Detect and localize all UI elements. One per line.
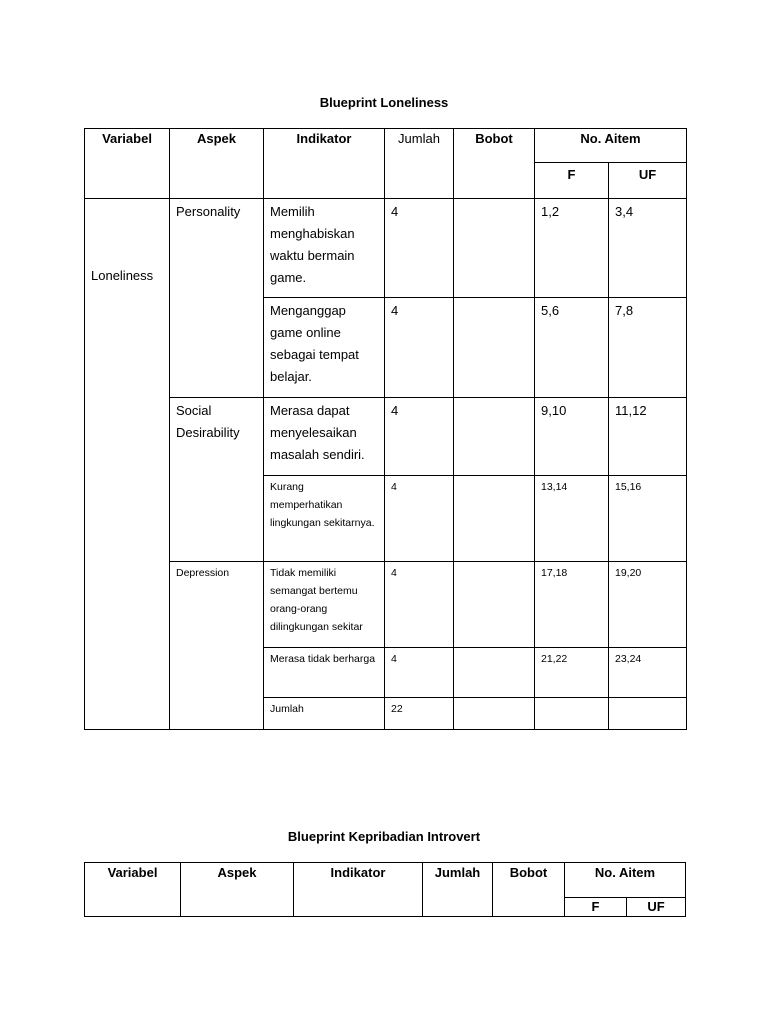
aspek-label: Social Desirability [176, 403, 240, 440]
jumlah-cell: 4 [385, 298, 454, 398]
indikator-cell: Kurang memperhatikan lingkungan sekitarnya. [264, 476, 385, 562]
indikator-cell: Memilih menghabiskan waktu bermain game. [264, 199, 385, 298]
uf-cell: 23,24 [609, 648, 687, 698]
jumlah-cell: 4 [385, 398, 454, 476]
header-no-aitem: No. Aitem [565, 863, 686, 898]
loneliness-blueprint-table [84, 128, 687, 730]
table-row [85, 398, 687, 476]
header-aspek: Aspek [170, 129, 264, 199]
uf-cell: 7,8 [609, 298, 687, 398]
f-cell: 5,6 [535, 298, 609, 398]
bobot-cell [454, 476, 535, 562]
header-jumlah: Jumlah [385, 129, 454, 199]
f-cell [535, 698, 609, 730]
table2-title: Blueprint Kepribadian Introvert [287, 829, 481, 844]
uf-cell: 19,20 [609, 562, 687, 648]
total-jumlah: 22 [385, 698, 454, 730]
jumlah-cell: 4 [385, 476, 454, 562]
header-no-aitem: No. Aitem [535, 129, 687, 163]
table-row [85, 199, 687, 298]
aspek-cell [170, 199, 264, 398]
header-uf: UF [627, 898, 686, 917]
header-variabel: Variabel [85, 863, 181, 917]
jumlah-cell: 4 [385, 562, 454, 648]
f-cell: 13,14 [535, 476, 609, 562]
indikator-cell: Tidak memiliki semangat bertemu orang-orang dilingkungan sekitar [264, 562, 385, 648]
variabel-label: Loneliness [91, 268, 154, 283]
variabel-cell [85, 199, 170, 730]
header-indikator: Indikator [264, 129, 385, 199]
introvert-blueprint-table [84, 862, 686, 917]
header-indikator: Indikator [294, 863, 423, 917]
header-bobot: Bobot [454, 129, 535, 199]
bobot-cell [454, 199, 535, 298]
uf-cell: 15,16 [609, 476, 687, 562]
uf-cell: 11,12 [609, 398, 687, 476]
header-row [85, 863, 686, 898]
uf-cell [609, 698, 687, 730]
table-row [85, 562, 687, 648]
bobot-cell [454, 648, 535, 698]
aspek-cell [170, 562, 264, 730]
jumlah-cell: 4 [385, 648, 454, 698]
bobot-cell [454, 562, 535, 648]
header-bobot: Bobot [493, 863, 565, 917]
header-f: F [535, 163, 609, 199]
header-aspek: Aspek [181, 863, 294, 917]
aspek-cell [170, 398, 264, 562]
f-cell: 1,2 [535, 199, 609, 298]
table1-title: Blueprint Loneliness [319, 95, 449, 110]
f-cell: 9,10 [535, 398, 609, 476]
header-jumlah: Jumlah [423, 863, 493, 917]
header-f: F [565, 898, 627, 917]
bobot-cell [454, 398, 535, 476]
indikator-cell: Menganggap game online sebagai tempat belajar. [264, 298, 385, 398]
header-row [85, 129, 687, 163]
bobot-cell [454, 298, 535, 398]
header-variabel: Variabel [85, 129, 170, 199]
f-cell: 17,18 [535, 562, 609, 648]
total-label: Jumlah [264, 698, 385, 730]
indikator-cell: Merasa dapat menyelesaikan masalah sendiri. [264, 398, 385, 476]
indikator-cell: Merasa tidak berharga [264, 648, 385, 698]
aspek-label: Depression [176, 567, 230, 579]
uf-cell: 3,4 [609, 199, 687, 298]
f-cell: 21,22 [535, 648, 609, 698]
jumlah-cell: 4 [385, 199, 454, 298]
header-uf: UF [609, 163, 687, 199]
aspek-label: Personality [176, 204, 241, 219]
bobot-cell [454, 698, 535, 730]
